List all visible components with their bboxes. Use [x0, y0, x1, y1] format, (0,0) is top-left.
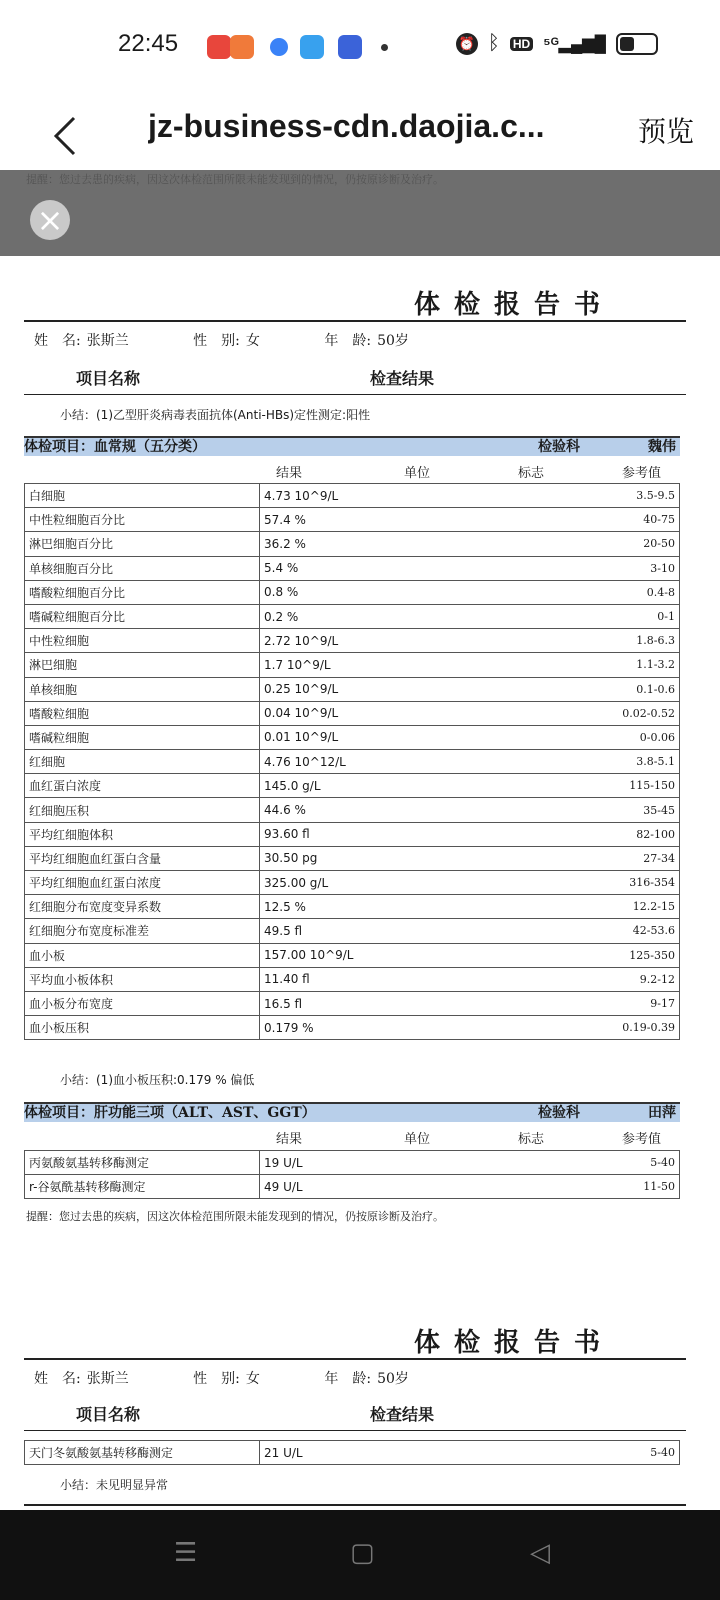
divider [24, 1358, 686, 1360]
reference-range: 35-45 [518, 798, 679, 822]
page2-table [24, 1440, 680, 1465]
preview-button[interactable]: 预览 [637, 115, 694, 148]
test-value: 0.25 10^9/L [260, 677, 519, 701]
battery-icon [616, 33, 658, 55]
table-row [25, 580, 680, 604]
table-row [25, 943, 680, 967]
table-subheader: 结果 单位 标志 参考值 [276, 466, 662, 481]
hd-icon: HD [510, 37, 533, 51]
table-row [25, 798, 680, 822]
divider [24, 1504, 686, 1506]
test-name: 血小板 [25, 943, 260, 967]
table-row [25, 629, 680, 653]
table-row [25, 508, 680, 532]
reference-range: 5-40 [486, 1151, 679, 1175]
preview-overlay-bar [0, 170, 720, 256]
table-row [25, 774, 680, 798]
test-name: 丙氨酸氨基转移酶测定 [25, 1151, 260, 1175]
table-row [25, 991, 680, 1015]
reference-range: 3.8-5.1 [518, 750, 679, 774]
test-name: 血红蛋白浓度 [25, 774, 260, 798]
test-name: 红细胞分布宽度变异系数 [25, 895, 260, 919]
test-name: 嗜碱粒细胞百分比 [25, 604, 260, 628]
menu-icon[interactable]: ☰ [174, 1538, 198, 1568]
reference-range: 9.2-12 [518, 967, 679, 991]
test-value: 12.5 % [260, 895, 519, 919]
status-bar [0, 0, 720, 96]
page-url: jz-business-cdn.daojia.c... [148, 108, 545, 144]
test-value: 11.40 fl [260, 967, 519, 991]
test-name: 中性粒细胞 [25, 629, 260, 653]
test-name: 单核细胞百分比 [25, 556, 260, 580]
reference-range: 12.2-15 [518, 895, 679, 919]
test-value: 4.76 10^12/L [260, 750, 519, 774]
summary-page2: 小结：未见明显异常 [60, 1478, 169, 1492]
test-name: 中性粒细胞百分比 [25, 508, 260, 532]
reference-range: 40-75 [518, 508, 679, 532]
table-row [25, 895, 680, 919]
patient-info: 姓 名: 张斯兰 性 别: 女 年 龄: 50岁 [34, 333, 409, 349]
blood-routine-table [24, 483, 680, 1040]
test-name: 平均红细胞体积 [25, 822, 260, 846]
divider [24, 394, 686, 395]
table-row [25, 1441, 680, 1465]
reference-range: 20-50 [518, 532, 679, 556]
test-value: 0.179 % [260, 1016, 519, 1040]
test-value: 325.00 g/L [260, 871, 519, 895]
system-icons [456, 32, 658, 55]
reference-range: 1.8-6.3 [518, 629, 679, 653]
column-result: 检查结果 [370, 369, 435, 388]
app-notification-icon [207, 35, 231, 59]
test-name: 平均红细胞血红蛋白浓度 [25, 871, 260, 895]
reference-range: 0-0.06 [518, 725, 679, 749]
close-icon[interactable]: × [30, 200, 70, 240]
table-row [25, 653, 680, 677]
alarm-icon: ⏰ [456, 33, 478, 55]
section-header-blood-routine: 体检项目：血常规（五分类） 检验科 魏伟 [24, 436, 680, 456]
reference-range: 0.02-0.52 [518, 701, 679, 725]
report-document [0, 170, 720, 1510]
column-item-name: 项目名称 [76, 369, 141, 388]
patient-info: 姓 名: 张斯兰 性 别: 女 年 龄: 50岁 [34, 1371, 409, 1387]
divider [24, 320, 686, 322]
test-name: 嗜酸粒细胞百分比 [25, 580, 260, 604]
table-row [25, 556, 680, 580]
column-item-name: 项目名称 [76, 1405, 141, 1424]
test-value: 19 U/L [260, 1151, 487, 1175]
reference-range: 27-34 [518, 846, 679, 870]
reference-range: 11-50 [486, 1175, 679, 1199]
test-name: 白细胞 [25, 484, 260, 508]
section-header-liver-function: 体检项目：肝功能三项（ALT、AST、GGT） 检验科 田萍 [24, 1102, 680, 1122]
test-value: 4.73 10^9/L [260, 484, 519, 508]
test-name: 嗜酸粒细胞 [25, 701, 260, 725]
reference-range: 125-350 [518, 943, 679, 967]
table-row [25, 604, 680, 628]
liver-function-table [24, 1150, 680, 1199]
reference-range: 3.5-9.5 [518, 484, 679, 508]
summary-hbs: 小结：(1)乙型肝炎病毒表面抗体(Anti-HBs)定性测定:阳性 [60, 408, 371, 422]
signal-icon: ⁵ᴳ▂▄▆█ [543, 35, 606, 53]
test-value: 157.00 10^9/L [260, 943, 519, 967]
home-icon[interactable]: ▢ [350, 1538, 375, 1568]
test-value: 2.72 10^9/L [260, 629, 519, 653]
reference-range: 5-40 [506, 1441, 680, 1465]
test-value: 0.04 10^9/L [260, 701, 519, 725]
test-value: 1.7 10^9/L [260, 653, 519, 677]
more-notifications-icon [381, 44, 388, 51]
table-row [25, 871, 680, 895]
divider [24, 1430, 686, 1431]
app-notification-icon [230, 35, 254, 59]
app-notification-icon [270, 38, 288, 56]
test-name: 血小板分布宽度 [25, 991, 260, 1015]
table-row [25, 1175, 680, 1199]
browser-title-bar [0, 96, 720, 170]
bluetooth-icon: ᛒ [487, 32, 500, 54]
reference-range: 3-10 [518, 556, 679, 580]
summary-platelet: 小结：(1)血小板压积:0.179 % 偏低 [60, 1073, 255, 1087]
table-row [25, 725, 680, 749]
system-nav-bar [0, 1510, 720, 1600]
test-name: 天门冬氨酸氨基转移酶测定 [25, 1441, 260, 1465]
reference-range: 9-17 [518, 991, 679, 1015]
table-row [25, 1151, 680, 1175]
table-row [25, 701, 680, 725]
table-row [25, 846, 680, 870]
table-row [25, 750, 680, 774]
test-name: 单核细胞 [25, 677, 260, 701]
test-name: 血小板压积 [25, 1016, 260, 1040]
test-name: 红细胞分布宽度标准差 [25, 919, 260, 943]
reference-range: 115-150 [518, 774, 679, 798]
test-value: 57.4 % [260, 508, 519, 532]
test-value: 16.5 fl [260, 991, 519, 1015]
test-name: 平均红细胞血红蛋白含量 [25, 846, 260, 870]
reference-range: 42-53.6 [518, 919, 679, 943]
test-value: 44.6 % [260, 798, 519, 822]
report-title: 体检报告书 [413, 1328, 614, 1358]
reference-range: 0.4-8 [518, 580, 679, 604]
column-result: 检查结果 [370, 1405, 435, 1424]
test-name: 嗜碱粒细胞 [25, 725, 260, 749]
table-row [25, 484, 680, 508]
report-title: 体检报告书 [413, 290, 614, 320]
reference-range: 0-1 [518, 604, 679, 628]
test-name: 红细胞压积 [25, 798, 260, 822]
test-value: 30.50 pg [260, 846, 519, 870]
reference-range: 316-354 [518, 871, 679, 895]
back-nav-icon[interactable]: ◁ [530, 1538, 550, 1568]
clock: 22:45 [118, 30, 179, 57]
table-row [25, 967, 680, 991]
reference-range: 1.1-3.2 [518, 653, 679, 677]
test-value: 0.01 10^9/L [260, 725, 519, 749]
table-row [25, 822, 680, 846]
reference-range: 0.1-0.6 [518, 677, 679, 701]
back-icon[interactable] [50, 114, 86, 154]
test-value: 93.60 fl [260, 822, 519, 846]
app-notification-icon [338, 35, 362, 59]
test-name: r-谷氨酰基转移酶测定 [25, 1175, 260, 1199]
test-value: 5.4 % [260, 556, 519, 580]
table-row [25, 919, 680, 943]
test-value: 145.0 g/L [260, 774, 519, 798]
test-value: 36.2 % [260, 532, 519, 556]
test-name: 平均血小板体积 [25, 967, 260, 991]
test-value: 0.2 % [260, 604, 519, 628]
reminder-note: 提醒：您过去患的疾病，因这次体检范围所限未能发现到的情况，仍按原诊断及治疗。 [26, 1210, 444, 1223]
table-row [25, 1016, 680, 1040]
table-subheader: 结果 单位 标志 参考值 [276, 1132, 662, 1147]
test-value: 49.5 fl [260, 919, 519, 943]
test-value: 0.8 % [260, 580, 519, 604]
reference-range: 0.19-0.39 [518, 1016, 679, 1040]
table-row [25, 677, 680, 701]
test-name: 淋巴细胞 [25, 653, 260, 677]
test-value: 49 U/L [260, 1175, 487, 1199]
test-name: 淋巴细胞百分比 [25, 532, 260, 556]
app-notification-icon [300, 35, 324, 59]
table-row [25, 532, 680, 556]
reference-range: 82-100 [518, 822, 679, 846]
test-value: 21 U/L [260, 1441, 506, 1465]
test-name: 红细胞 [25, 750, 260, 774]
